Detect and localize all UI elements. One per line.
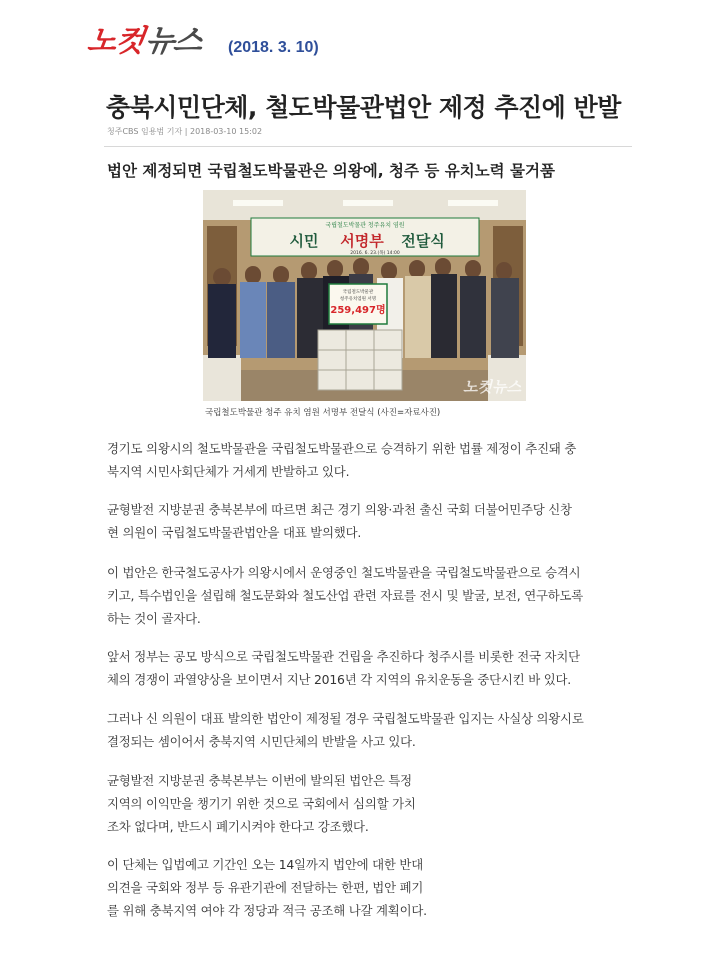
paragraph-6: 균형발전 지방분권 충북본부는 이번에 발의된 법안은 특정 지역의 이익만을 챙기기 위한 것으로 국회에서 심의할 가치 조차 없다며, 반드시 폐기시켜야 한다고 강조했다. [107,773,416,834]
paragraph-1: 경기도 의왕시의 철도박물관을 국립철도박물관으로 승격하기 위한 법률 제정이 추진돼 충 북지역 시민사회단체가 거세게 반발하고 있다. [107,441,577,479]
banner-text-1: 시민 [289,232,319,250]
nocut-news-logo[interactable] [85,18,204,60]
svg-text:국립철도박물관: 국립철도박물관 [342,290,374,295]
banner-text-3: 전달식 [401,232,445,250]
photo-illustration [203,190,526,401]
svg-text:259,497명: 259,497명 [330,305,386,316]
photo-caption: 국립철도박물관 청주 유치 염원 서명부 전달식 (사진=자료사진) [205,408,441,418]
article-photo [203,190,526,401]
paragraph-3: 이 법안은 한국철도공사가 의왕시에서 운영중인 철도박물관을 국립철도박물관으로 승격시 키고, 특수법인을 설립해 철도문화와 철도산업 관련 자료를 전시 및 발굴, 보전, 연구하도록 하는 것이 골자다. [107,565,584,626]
petition-sign [329,284,387,324]
banner-text-2: 서명부 [340,232,384,250]
photo-watermark: 노컷뉴스 [463,378,521,396]
petition-boxes [318,330,402,390]
article-headline: 충북시민단체, 철도박물관법안 제정 추진에 반발 [106,93,621,122]
logo-text-gray: 뉴스 [143,24,204,59]
paragraph-2: 균형발전 지방분권 충북본부에 따르면 최근 경기 의왕·과천 출신 국회 더불어민주당 신창 현 의원이 국립철도박물관법안을 대표 발의했다. [107,502,572,540]
publication-date: (2018. 3. 10) [228,39,319,56]
banner-top-text: 국립철도박물관 청주유치 염원 [325,222,405,229]
paragraph-5: 그러나 신 의원이 대표 발의한 법안이 제정될 경우 국립철도박물관 입지는 사실상 의왕시로 결정되는 셈이어서 충북지역 시민단체의 반발을 사고 있다. [107,711,584,749]
paragraph-7: 이 단체는 입법예고 기간인 오는 14일까지 법안에 대한 반대 의견을 국회와 정부 등 유관기관에 전달하는 한편, 법안 폐기 를 위해 충북지역 여야 각 정당과 적극 공조해 나갈 계획이다. [107,857,427,918]
article-byline: 청주CBS 임용범 기자 | 2018-03-10 15:02 [107,127,263,136]
logo-text-red: 노컷 [85,24,146,59]
headline-divider [104,146,632,147]
banner-date: 2016. 6. 23.(목) 14:00 [350,251,400,256]
paragraph-4: 앞서 정부는 공모 방식으로 국립철도박물관 건립을 추진하다 청주시를 비롯한 전국 자치단 체의 경쟁이 과열양상을 보이면서 지난 2016년 각 지역의 유치운동을 중단시킨 바 있다. [107,649,580,687]
article-subhead: 법안 제정되면 국립철도박물관은 의왕에, 청주 등 유치노력 물거품 [107,162,555,180]
svg-text:청주유치염원 서명: 청주유치염원 서명 [339,297,377,302]
